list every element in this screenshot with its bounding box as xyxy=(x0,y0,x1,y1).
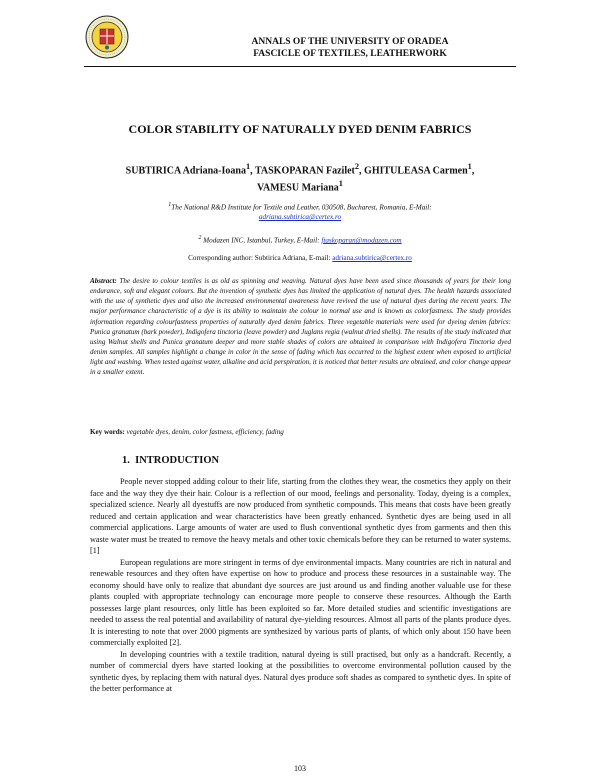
author-name: GHITULEASA Carmen xyxy=(364,165,468,177)
paragraph: In developing countries with a textile tradition, natural dyeing is still practised, but only as a handcraft. Recently, a number of commercial dyers have started looking at the possibilities to overcome environmental pollution caused by the synthetic dyes, by replacing them with natural dyes. Natural dyes produce soft shades as compared to synthetic dyes. In spite of the better performance at xyxy=(90,649,511,693)
section-number: 1. xyxy=(122,455,130,466)
section-heading xyxy=(122,455,219,466)
affil-mark: 1 xyxy=(168,202,172,208)
paragraph: European regulations are more stringent in terms of dye environmental impacts. Many countries are rich in natural and renewable resources and they often have expertise on how to produce and process these resources in a sustainable way. The economy should have only to realize that abundant dye sources are just around us and finding another valuable use for these plants coupled with appropriate technology can encourage more people to conserve these resources. Although the Earth possesses large plant resources, only little has been exploited so far. More detailed studies and scientific investigations are needed to assess the real potential and availability of natural dye-yielding resources. Almost all parts of the plants produce dyes. It is interesting to note that over 2000 pigments are synthesized by various parts of plants, of which only about 150 have been commercially exploited [2]. xyxy=(90,557,511,647)
affiliation-2 xyxy=(90,233,510,245)
keywords xyxy=(90,428,511,436)
corresponding-email-link[interactable]: adriana.subtirica@certex.ro xyxy=(332,254,412,262)
journal-fascicle: FASCICLE OF TEXTILES, LEATHERWORK xyxy=(253,49,447,59)
paper-title: COLOR STABILITY OF NATURALLY DYED DENIM FABRICS xyxy=(128,122,472,136)
journal-header xyxy=(130,36,570,60)
affiliation-1 xyxy=(90,200,510,222)
journal-name: ANNALS OF THE UNIVERSITY OF ORADEA xyxy=(251,37,449,47)
author-list: SUBTIRICA Adriana-Ioana$^1$, TASKOPARAN Fazilet$^2$, GHITULEASA Carmen$^1$, VAMESU Mariana$^1$ xyxy=(125,162,475,194)
abstract-text: The desire to colour textiles is as old as spinning and weaving. Natural dyes have been used since thousands of years for their long endurance, soft and elegant colours. But the invention of synthetic dyes has limited the application of natural dyes. The health hazards associated with the use of synthetic dyes and also the increased environmental awareness have revived the use of natural dyes during the recent years. The major performance characteristic of a dye is its ability to maintain the colour in normal use and is known as colorfastness. The study provides information regarding colourfastness properties of naturally dyed denim fabrics. Three vegetable materials were used for dyeing denim fabrics: Punica granatum (bark powder), Indigofera tinctoria (leave powder) and Juglans regia (walnut dried shells). The results of the study indicated that using Walnut shells and Punica granatum deeper and more stable shades of colors are obtained in comparison with Indigofera Tinctoria dyed denim samples. All samples highlight a change in color in the sense of fading which has occurred to the highest extent when exposed to artificial light and washing. When tested against water, alkaline and acid perspiration, it is noticed that better results are obtained, and color change appear in a smaller extent. xyxy=(90,277,511,377)
affiliation-email-link[interactable]: adriana.subtirica@certex.ro xyxy=(258,213,342,222)
keywords-label: Key words: xyxy=(90,428,125,436)
author-affil-mark: 1 xyxy=(467,162,472,171)
author-name: VAMESU Mariana xyxy=(257,182,339,194)
body-text xyxy=(90,476,511,695)
abstract-label: Abstract: xyxy=(90,277,117,285)
header-rule xyxy=(84,66,516,67)
keywords-text: vegetable dyes, denim, color fastness, efficiency, fading xyxy=(126,428,284,436)
corresponding-author xyxy=(90,254,510,262)
affil-mark: 2 xyxy=(198,235,202,241)
affiliation-text: Modazen INC, Istanbul, Turkey, E-Mail: xyxy=(203,236,320,245)
paragraph: People never stopped adding colour to their life, starting from the clothes they wear, the cosmetics they apply on their face and the way they dye their hair. Colour is a reflection of our mood, feelings and personality. Today, dyeing is a complex, specialized science. Nearly all dyestuffs are now produced from synthetic compounds. This means that costs have been greatly reduced and certain application and wear characteristics have been greatly enhanced. Synthetic dyes are being used in all commercial applications. Large amounts of water are used to flush conventional synthetic dyes from garments and then this waste water must be treated to remove the heavy metals and other toxic chemicals before they can be returned to water systems. [1] xyxy=(90,477,511,555)
page-number: 103 xyxy=(294,764,306,773)
author-name: SUBTIRICA Adriana-Ioana xyxy=(125,165,246,177)
university-seal-logo xyxy=(84,14,130,60)
author-affil-mark: 2 xyxy=(354,162,360,171)
affiliation-text: The National R&D Institute for Textile and Leather, 030508, Bucharest, Romania, E-Mail: xyxy=(171,203,432,212)
author-name: TASKOPARAN Fazilet xyxy=(254,165,355,177)
affiliation-email-link[interactable]: ftaskoparan@modazen.com xyxy=(321,236,402,245)
author-affil-mark: 1 xyxy=(338,179,343,189)
corresponding-text: Corresponding author: Subtirica Adriana, E-mail: xyxy=(188,254,331,262)
abstract xyxy=(90,276,511,378)
section-title: INTRODUCTION xyxy=(135,455,220,466)
author-affil-mark: 1 xyxy=(245,162,251,171)
